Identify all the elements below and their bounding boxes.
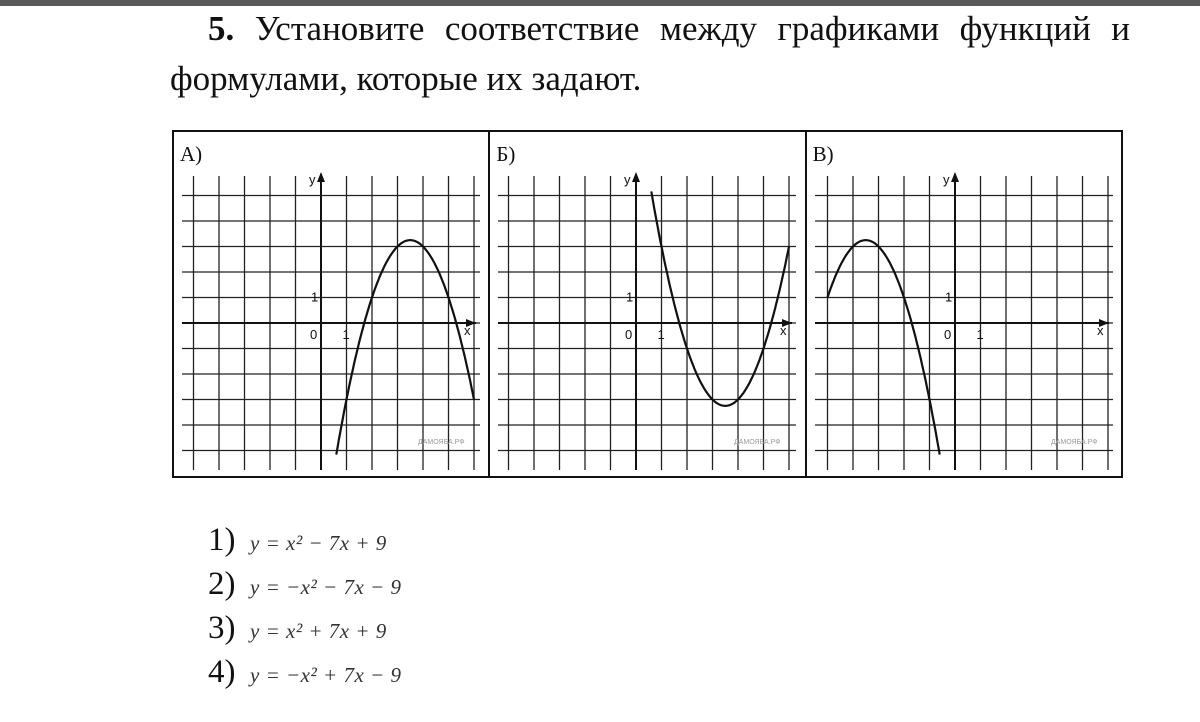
- graph-c-plot: [807, 132, 1122, 476]
- y-axis-label: y: [942, 172, 950, 187]
- answer-number: 1): [208, 522, 236, 558]
- graph-label-c: В): [812, 142, 834, 166]
- answer-number: 2): [208, 566, 236, 602]
- x-axis-label: x: [1096, 323, 1104, 338]
- x-unit-label: 1: [657, 327, 666, 342]
- y-axis-label: y: [309, 172, 316, 187]
- graph-label-b: Б): [496, 142, 516, 166]
- y-axis-arrow: [951, 172, 959, 182]
- watermark: ДАМОЯБА.РФ: [734, 439, 781, 446]
- x-unit-label: 1: [976, 327, 984, 342]
- graph-b-plot: [490, 132, 805, 476]
- y-axis-arrow: [632, 172, 640, 182]
- watermark: ДАМОЯБА.РФ: [1050, 439, 1098, 446]
- x-unit-label: 1: [342, 327, 350, 342]
- answer-formula: y = x² − 7x + 9: [250, 531, 387, 555]
- answer-formula: y = x² + 7x + 9: [250, 619, 387, 643]
- answer-number: 3): [208, 610, 236, 646]
- answer-option: [208, 610, 401, 654]
- graphs-table: [172, 130, 1123, 478]
- y-axis-arrow: [317, 172, 325, 182]
- graph-panel-a: [174, 132, 490, 476]
- y-unit-label: 1: [944, 289, 952, 305]
- graph-panel-c: [807, 132, 1121, 476]
- answer-formula: y = −x² + 7x − 9: [250, 663, 402, 687]
- answer-option: [208, 654, 401, 698]
- task-number: 5.: [208, 9, 235, 48]
- answer-option: [208, 522, 401, 566]
- answer-option: [208, 566, 401, 610]
- x-axis-label: x: [464, 323, 471, 338]
- task-text: Установите соответствие между графиками функций и формулами, которые их задают.: [170, 9, 1131, 98]
- x-axis-label: x: [780, 323, 787, 338]
- origin-label: 0: [943, 327, 951, 342]
- y-unit-label: 1: [311, 289, 319, 305]
- answer-number: 4): [208, 654, 236, 690]
- y-unit-label: 1: [626, 289, 634, 305]
- graph-panel-b: [490, 132, 806, 476]
- origin-label: 0: [625, 327, 633, 342]
- y-axis-label: y: [624, 172, 631, 187]
- task-statement: [170, 4, 1130, 104]
- answer-options: [208, 522, 401, 698]
- graph-label-a: А): [180, 142, 203, 166]
- origin-label: 0: [310, 327, 318, 342]
- answer-formula: y = −x² − 7x − 9: [250, 575, 402, 599]
- watermark: ДАМОЯБА.РФ: [418, 439, 465, 446]
- graph-a-plot: [174, 132, 489, 476]
